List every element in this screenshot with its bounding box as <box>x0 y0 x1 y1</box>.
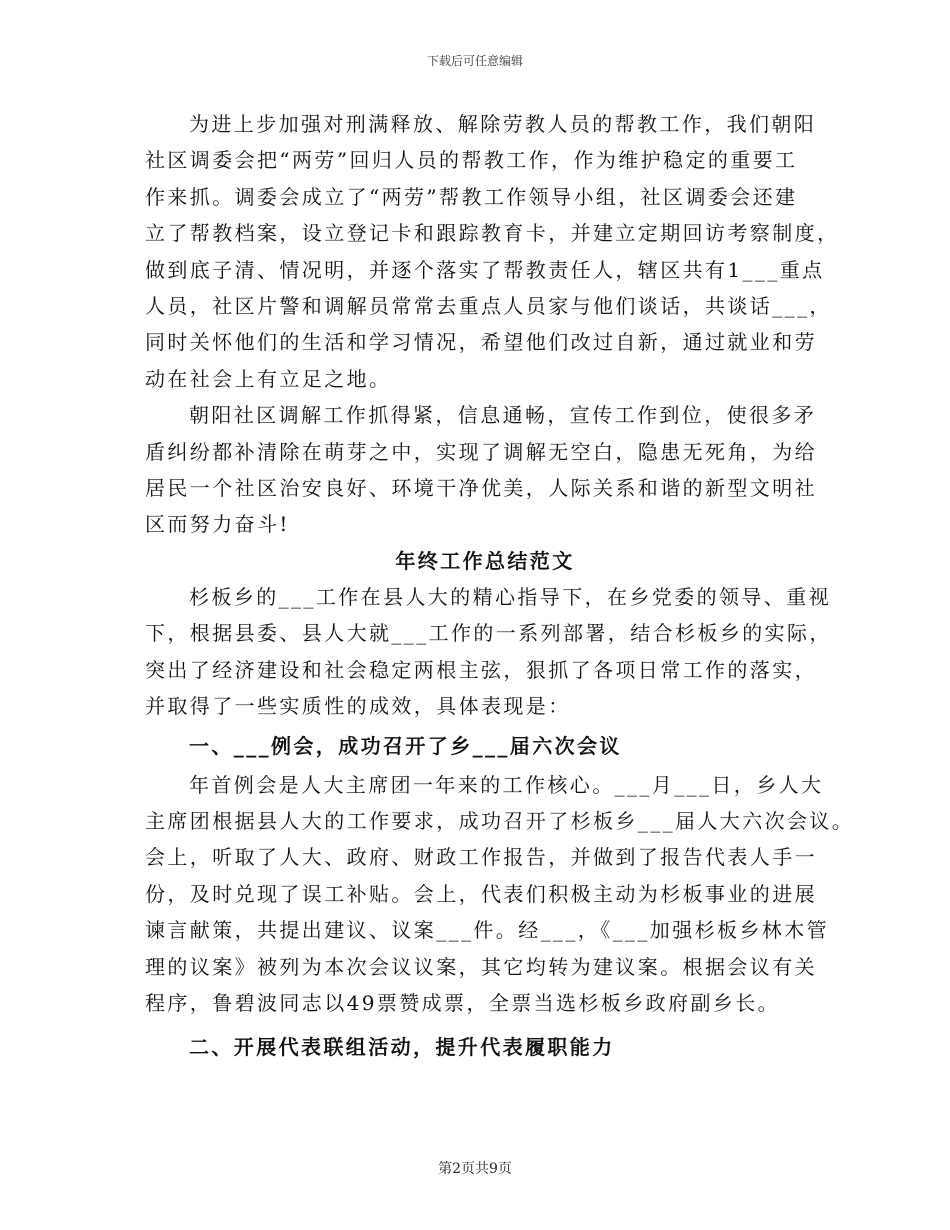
text-line: 谏言献策，共提出建议、议案___件。经___，《___加强杉板乡林木管 <box>145 918 829 943</box>
text-line: 朝阳社区调解工作抓得紧，信息通畅，宣传工作到位，使很多矛 <box>189 403 817 428</box>
text-line: 做到底子清、情况明，并逐个落实了帮教责任人，辖区共有1___重点 <box>145 257 825 282</box>
text-line: 程序，鲁碧波同志以49票赞成票，全票当选杉板乡政府副乡长。 <box>145 990 781 1015</box>
text-line: 年首例会是人大主席团一年来的工作核心。___月___日，乡人大 <box>189 772 824 797</box>
page-header: 下载后可任意编辑 <box>426 54 523 68</box>
text-line: 社区调委会把“两劳”回归人员的帮教工作，作为维护稳定的重要工 <box>145 148 798 173</box>
text-line: 下，根据县委、县人大就___工作的一系列部署，结合杉板乡的实际， <box>145 621 832 646</box>
text-line: 并取得了一些实质性的成效，具体表现是： <box>145 694 571 719</box>
text-line: 盾纠纷都补清除在萌芽之中，实现了调解无空白，隐患无死角，为给 <box>145 439 817 464</box>
heading-2: 二、开展代表联组活动，提升代表履职能力 <box>189 1035 615 1060</box>
text-line: 理的议案》被列为本次会议议案，其它均转为建议案。根据会议有关 <box>145 954 817 979</box>
text-line: 居民一个社区治安良好、环境干净优美，人际关系和谐的新型文明社 <box>145 475 817 500</box>
text-line: 动在社会上有立足之地。 <box>145 366 392 391</box>
text-line: 作来抓。调委会成立了“两劳”帮教工作领导小组，社区调委会还建 <box>145 184 798 209</box>
text-line: 杉板乡的___工作在县人大的精心指导下，在乡党委的领导、重视 <box>189 585 831 610</box>
text-line: 份，及时兑现了误工补贴。会上，代表们积极主动为杉板事业的进展 <box>145 881 817 906</box>
text-line: 立了帮教档案，设立登记卡和跟踪教育卡，并建立定期回访考察制度， <box>145 221 840 246</box>
text-line: 主席团根据县人大的工作要求，成功召开了杉板乡___届人大六次会议。 <box>145 809 855 834</box>
text-line: 为进上步加强对刑满释放、解除劳教人员的帮教工作，我们朝阳 <box>189 112 817 136</box>
page-footer: 第2页共9页 <box>438 1161 512 1177</box>
section-title: 年终工作总结范文 <box>395 548 575 573</box>
heading-1: 一、___例会，成功召开了乡___届六次会议 <box>189 733 622 758</box>
text-line: 区而努力奋斗! <box>145 512 290 537</box>
text-line: 同时关怀他们的生活和学习情况，希望他们改过自新，通过就业和劳 <box>145 330 817 355</box>
text-line: 人员，社区片警和调解员常常去重点人员家与他们谈话，共谈话___， <box>145 293 832 318</box>
text-line: 会上，听取了人大、政府、财政工作报告，并做到了报告代表人手一 <box>145 845 817 870</box>
document-body <box>145 106 855 1073</box>
text-line: 突出了经济建设和社会稳定两根主弦，狠抓了各项日常工作的落实， <box>145 657 817 682</box>
